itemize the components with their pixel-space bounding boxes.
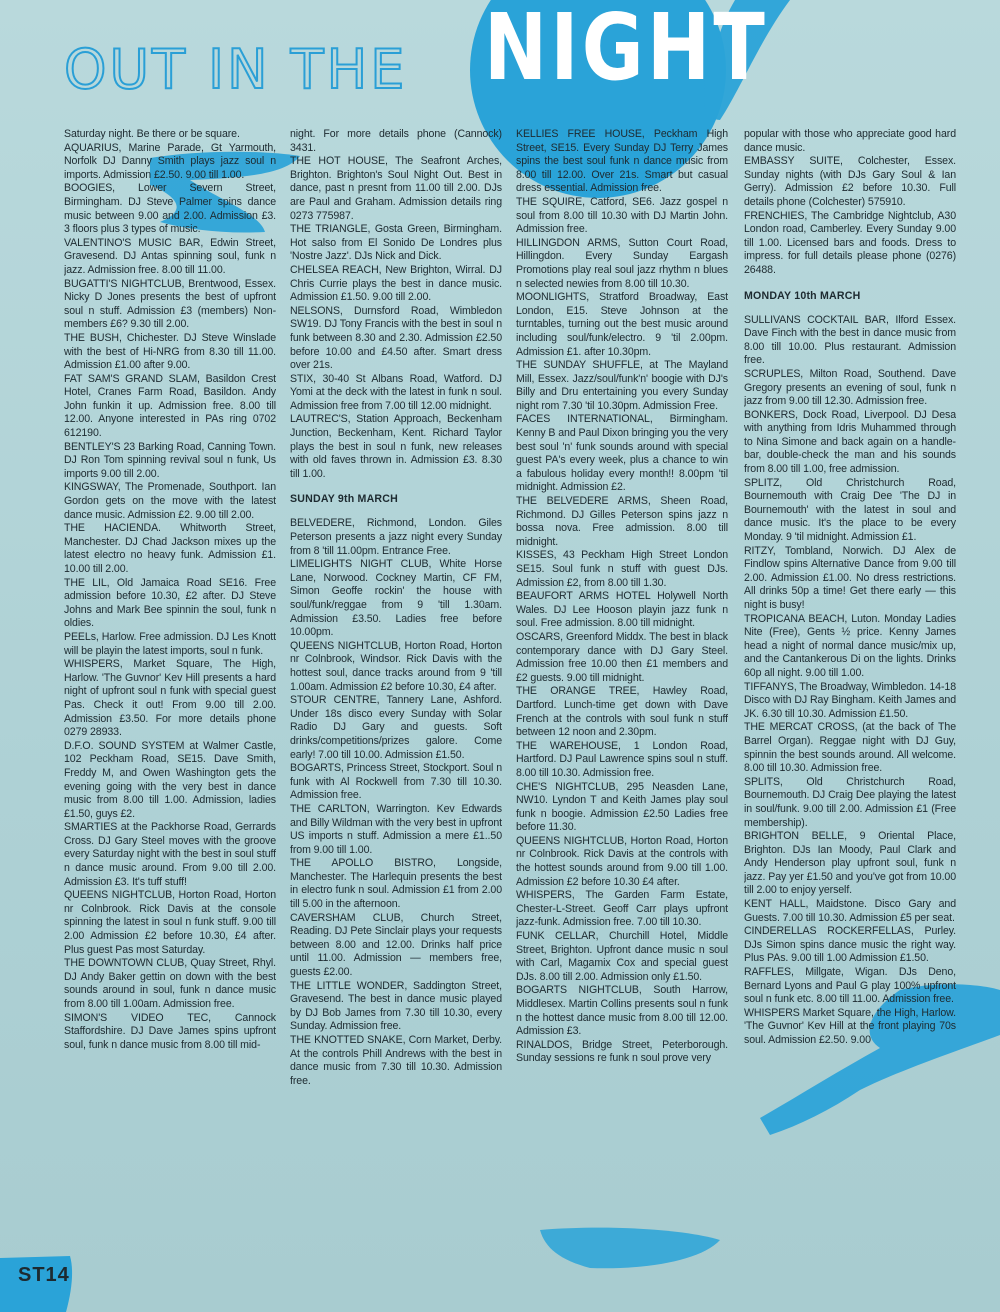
listing-entry: TIFFANYS, The Broadway, Wimbledon. 14-18 Disco with DJ Ray Bingham. Keith James and JK. 6.30 till 10.30. Admission £1.50. [744,680,956,720]
listing-entry: WHISPERS, The Garden Farm Estate, Chester-L-Street. Geoff Carr plays upfront jazz-funk. Admission free. 7.00 till 10.30. [516,889,728,929]
listing-entry: QUEENS NIGHTCLUB, Horton Road, Horton nr Colnbrook. Rick Davis at the controls with the hottest sounds around from 9.00 till 1.00. Admission £2 before 10.30 £4 after. [516,834,728,888]
listing-entry: THE LIL, Old Jamaica Road SE16. Free admission before 10.30, £2 after. DJ Steve Johns and Mark Bee spinnin the soul, funk n oldies. [64,576,276,630]
listing-entry: THE ORANGE TREE, Hawley Road, Dartford. Lunch-time get down with Dave French at the controls with soul funk n stuff between 12 noon and 2.30pm. [516,685,728,739]
listing-entry: THE APOLLO BISTRO, Longside, Manchester. The Harlequin presents the best in electro funk n soul. Admission £1 from 2.00 till 5.00 in the afternoon. [290,857,502,911]
listing-entry: PEELs, Harlow. Free admission. DJ Les Knott will be playin the latest imports, soul n funk. [64,630,276,657]
listing-entry: KELLIES FREE HOUSE, Peckham High Street, SE15. Every Sunday DJ Terry James spins the best soul funk n dance music from 8.00 till 12.00. Over 21s. Smart but casual dress essential. Admission free. [516,128,728,195]
listing-entry: VALENTINO'S MUSIC BAR, Edwin Street, Gravesend. DJ Antas spinning soul, funk n jazz. Admission free. 8.00 till 11.00. [64,236,276,276]
listing-entry: THE LITTLE WONDER, Saddington Street, Gravesend. The best in dance music played by DJ Bob James from 7.30 till 10.30, every Sunday. Admission free. [290,979,502,1033]
listing-entry: BOGARTS, Princess Street, Stockport. Soul n funk with Al Rockwell from 7.30 till 10.30. Admission free. [290,762,502,802]
listing-entry: BOGARTS NIGHTCLUB, South Harrow, Middlesex. Martin Collins presents soul n funk n the hottest dance music from 8.00 till 12.00. Admission £3. [516,984,728,1038]
listing-entry: THE KNOTTED SNAKE, Corn Market, Derby. At the controls Phill Andrews with the best in dance music from 7.30 till 10.30. Admission free. [290,1034,502,1087]
page-number: ST14 [18,1264,70,1286]
listing-entry: AQUARIUS, Marine Parade, Gt Yarmouth, Norfolk DJ Danny Smith plays jazz soul n imports. Admission £2.50. 9.00 till 1.00. [64,141,276,181]
listing-entry: BELVEDERE, Richmond, London. Giles Peterson presents a jazz night every Sunday from 8 'till 11.00pm. Entrance Free. [290,517,502,557]
listing-entry: RAFFLES, Millgate, Wigan. DJs Deno, Bernard Lyons and Paul G play 100% upfront soul n funk etc. 8.00 till 11.00. Admission free. [744,966,956,1006]
listing-entry: THE DOWNTOWN CLUB, Quay Street, Rhyl. DJ Andy Baker gettin on down with the best sounds around in soul, funk n dance music from 8.00 till 1.00am. Admission free. [64,957,276,1010]
listing-entry: popular with those who appreciate good hard dance music. [744,128,956,154]
listing-entry: NELSONS, Durnsford Road, Wimbledon SW19. DJ Tony Francis with the best in soul n funk between 8.30 and 2.30. Admission £2.50 before 10.00 and £4.50 after. Smart dress over 21s. [290,304,502,372]
listing-entry: KENT HALL, Maidstone. Disco Gary and Guests. 7.00 till 10.30. Admission £5 per seat. [744,898,956,924]
listing-entry: THE TRIANGLE, Gosta Green, Birmingham. Hot salso from El Sonido De Londres plus 'Nostre Jazz'. DJs Nick and Dick. [290,223,502,263]
listing-column-1 [64,128,276,1268]
listing-entry: CAVERSHAM CLUB, Church Street, Reading. DJ Pete Sinclair plays your requests between 8.00 and 12.00. Drinks half price until 11.00. Admission — members free, guests £2.00. [290,911,502,979]
listing-entry: THE BUSH, Chichester. DJ Steve Winslade with the best of Hi-NRG from 8.30 till 11.00. Admission £1.00 after 9.00. [64,331,276,372]
listing-entry: SPLITS, Old Christchurch Road, Bournemouth. DJ Craig Dee playing the latest in soul/funk. 9.00 till 2.00. Admission £1 (Free membership). [744,775,956,829]
listing-entry: night. For more details phone (Cannock) 3431. [290,128,502,154]
listing-entry: BONKERS, Dock Road, Liverpool. DJ Desa with anything from Idris Muhammed through to Nina Simone and back again on a handle-bar, double-check the man and his sounds from 8.00 till 1.00, free admission. [744,408,956,476]
day-heading: SUNDAY 9th MARCH [290,493,398,506]
listing-entry: EMBASSY SUITE, Colchester, Essex. Sunday nights (with DJs Gary Soul & Ian Gerry). Admission £2 before 10.30. Full details phone (Colchester) 575910. [744,155,956,208]
listing-entry: THE BELVEDERE ARMS, Sheen Road, Richmond. DJ Gilles Peterson spins jazz n bossa nova. Free admission. 8.00 till midnight. [516,495,728,548]
listing-column-2 [290,128,502,1268]
listing-column-3 [516,128,728,1268]
listing-column-4 [744,128,956,1268]
title-out-in-the: OUT IN THE [64,38,408,101]
listing-entry: SULLIVANS COCKTAIL BAR, Ilford Essex. Dave Finch with the best in dance music from 8.00 till 10.00. Plus restaurant. Admission free. [744,313,956,367]
listing-entry: Saturday night. Be there or be square. [64,128,240,140]
listing-entry: STOUR CENTRE, Tannery Lane, Ashford. Under 18s disco every Sunday with Solar Radio DJ Gary and guests. Soft drinks/competitions/prizes galore. Come early! 7.00 till 10.00. Admission £1.50. [290,694,502,761]
listing-entry: FACES INTERNATIONAL, Birmingham. Kenny B and Paul Dixon bringing you the very best soul 'n' funk sounds around with special guest PA's every week, plus a chance to win a fabulous holiday every month!! 8.00pm 'til midnight. Admission £2. [516,413,728,494]
listing-entry: SIMON'S VIDEO TEC, Cannock Staffordshire. DJ Dave James spins upfront soul, funk n dance music from 8.00 till mid- [64,1011,276,1051]
day-heading: MONDAY 10th MARCH [744,289,861,302]
listing-entry: THE CARLTON, Warrington. Kev Edwards and Billy Wildman with the very best in upfront US imports n stuff. Admission a mere £1..50 from 9.00 till 1.00. [290,802,502,856]
listing-entry: THE HACIENDA. Whitworth Street, Manchester. DJ Chad Jackson mixes up the latest electro no heavy funk. Admission £1. 10.00 till 2.00. [64,522,276,575]
listing-entry: THE WAREHOUSE, 1 London Road, Hartford. DJ Paul Lawrence spins soul n stuff. 8.00 till 10.30. Admission free. [516,739,728,779]
listing-entry: CINDERELLAS ROCKERFELLAS, Purley. DJs Simon spins dance music the right way. Plus PAs. 9.00 till 1.00 Admission £1.50. [744,925,956,965]
listing-entry: FAT SAM'S GRAND SLAM, Basildon Crest Hotel, Cranes Farm Road, Basildon. Andy John funkin it up. Admission free. 8.00 till 12.00. Anyone interested in PAs ring 0702 612190. [64,372,276,440]
listing-entry: D.F.O. SOUND SYSTEM at Walmer Castle, 102 Peckham Road, SE15. Dave Smith, Freddy M, and Owen Washington gets the evening going with the very best in dance music from 8.00 till 1.00. Admission, ladies £1.50, guys £2. [64,739,276,820]
listing-entry: BENTLEY'S 23 Barking Road, Canning Town. DJ Ron Tom spinning revival soul n funk, Us imports 9.00 till 2.00. [64,440,276,480]
listing-entry: LAUTREC'S, Station Approach, Beckenham Junction, Beckenham, Kent. Richard Taylor plays the best in soul n funk, new releases with old faves thrown in. Admission £3. 8.30 till 1.00. [290,413,502,480]
listing-entry: OSCARS, Greenford Middx. The best in black contemporary dance with DJ Gary Steel. Admission free 10.00 then £1 members and £2 guests. 9.00 till midnight. [516,630,728,684]
listing-entry: WHISPERS Market Square, the High, Harlow. 'The Guvnor' Kev Hill at the front playing 70s soul. Admission £2.50. 9.00 [744,1006,956,1046]
listing-entry: THE HOT HOUSE, The Seafront Arches, Brighton. Brighton's Soul Night Out. Best in dance, past n presnt from 11.00 till 2.00. DJs are Paul and Graham. Admission details ring 0273 775987. [290,155,502,222]
listing-entry: BUGATTI'S NIGHTCLUB, Brentwood, Essex. Nicky D Jones presents the best of upfront soul n stuff. Admission £3 (members) Non-members £6? 9.30 till 2.00. [64,277,276,331]
listing-entry: THE SUNDAY SHUFFLE, at The Mayland Mill, Essex. Jazz/soul/funk'n' boogie with DJ's Billy and Dru entertaining you every Sunday night rom 7.30 'til 10.30pm. Admission Free. [516,359,728,412]
listing-entry: BEAUFORT ARMS HOTEL Holywell North Wales. DJ Lee Hooson playin jazz funk n soul. Free admission. 8.00 till midnight. [516,590,728,630]
listing-entry: SCRUPLES, Milton Road, Southend. Dave Gregory presents an evening of soul, funk n jazz from 9.00 till 12.30. Admission free. [744,367,956,408]
listing-entry: TROPICANA BEACH, Luton. Monday Ladies Nite (Free), Gents ½ price. Kenny James head a night of normal dance music/mix up, and the Cantankerous Di on the lights. Drinks 60p all night. 9.00 till 1.00. [744,612,956,679]
listing-entry: CHE'S NIGHTCLUB, 295 Neasden Lane, NW10. Lyndon T and Keith James play soul funk n boogie. Admission £2.50 Ladies free before 11.30. [516,780,728,834]
listing-entry: MOONLIGHTS, Stratford Broadway, East London, E15. Steve Johnson at the turntables, turning out the best music around including soul/funk/electro. 9 'til 2.00pm. Admission £1. after 10.30pm. [516,291,728,358]
listing-entry: THE SQUIRE, Catford, SE6. Jazz gospel n soul from 8.00 till 10.30 with DJ Martin John. Admission free. [516,195,728,236]
listing-entry: LIMELIGHTS NIGHT CLUB, White Horse Lane, Norwood. Cockney Martin, CF FM, Simon Geoffe rockin' the house with soul/funk/reggae from 9 'till 1.30am. Admission £3.50. Ladies free before 10.00pm. [290,558,502,639]
listing-entry: QUEENS NIGHTCLUB, Horton Road, Horton nr Colnbrook, Windsor. Rick Davis with the hottest soul, dance tracks around from 9 'till 1.00am. Admission £2 before 10.30, £4 after. [290,639,502,693]
listing-entry: FUNK CELLAR, Churchill Hotel, Middle Street, Brighton. Upfront dance music n soul with Carl, Magamix Cox and special guest DJs. 8.00 till 2.00. Admission only £1.50. [516,930,728,983]
listing-entry: FRENCHIES, The Cambridge Nightclub, A30 London road, Camberley. Every Sunday 9.00 till 1.00. Licensed bars and foods. Dress to impress. for full details please phone (0276) 26488. [744,209,956,276]
listing-entry: BOOGIES, Lower Severn Street, Birmingham. DJ Steve Palmer spins dance music between 9.00 and 2.00. Admission £3. 3 floors plus 3 types of music. [64,182,276,236]
listing-entry: SPLITZ, Old Christchurch Road, Bournemouth with Craig Dee 'The DJ in Bournemouth' with the latest in soul and dance music. It's the place to be every Monday. 9 'til midnight. Admission £1. [744,476,956,544]
listing-entry: RITZY, Tombland, Norwich. DJ Alex de Findlow spins Alternative Dance from 9.00 till 2.00. Admission £1.00. No dress restrictions. All drinks 50p a time! Get there early — this night is busy! [744,544,956,611]
listing-entry: RINALDOS, Bridge Street, Peterborough. Sunday sessions re funk n soul prove very [516,1038,728,1065]
listing-entry: WHISPERS, Market Square, The High, Harlow. 'The Guvnor' Kev Hill presents a hard night of upfront soul n funk with special guest Pas. Check it out! From 9.00 till 2.00. Admission £3.50. For more details phone 0279 28933. [64,658,276,739]
listing-entry: KINGSWAY, The Promenade, Southport. Ian Gordon gets on the move with the latest dance music. Admission £2. 9.00 till 2.00. [64,481,276,521]
title-night: NIGHT [484,0,769,101]
listing-entry: QUEENS NIGHTCLUB, Horton Road, Horton nr Colnbrook. Rick Davis at the console spinning the latest in soul n funk stuff. 9.00 till 2.00 Admission £2 before 10.30, £4 after. Plus guest Pas most Saturday. [64,889,276,956]
listing-entry: BRIGHTON BELLE, 9 Oriental Place, Brighton. DJs Ian Moody, Paul Clark and Andy Henderson play upfront soul, funk n jazz. Pay yer £1.50 and you've got from 10.00 till 2.00 to enjoy yerself. [744,830,956,897]
listing-entry: SMARTIES at the Packhorse Road, Gerrards Cross. DJ Gary Steel moves with the groove every Saturday night with the best in soul stuff n dance music around. From 9.00 till 2.00. Admission £3. It's tuff stuff! [64,821,276,888]
listing-entry: CHELSEA REACH, New Brighton, Wirral. DJ Chris Currie plays the best in dance music. Admission £1.50. 9.00 till 2.00. [290,263,502,304]
listing-entry: STIX, 30-40 St Albans Road, Watford. DJ Yomi at the deck with the latest in funk n soul. Admission free from 7.00 till 12.00 midnight. [290,372,502,412]
listings-columns [64,128,964,1268]
listing-entry: THE MERCAT CROSS, (at the back of The Barrel Organ). Reggae night with DJ Guy, spinnin the best sounds around. All welcome. 8.00 till 10.30. Admission free. [744,721,956,775]
listing-entry: HILLINGDON ARMS, Sutton Court Road, Hillingdon. Every Sunday Eargash Promotions play real soul jazz rhythm n blues n selected newies from 8.00 till 10.30. [516,236,728,290]
listing-entry: KISSES, 43 Peckham High Street London SE15. Soul funk n stuff with guest DJs. Admission £2, from 8.00 till 1.30. [516,549,728,589]
